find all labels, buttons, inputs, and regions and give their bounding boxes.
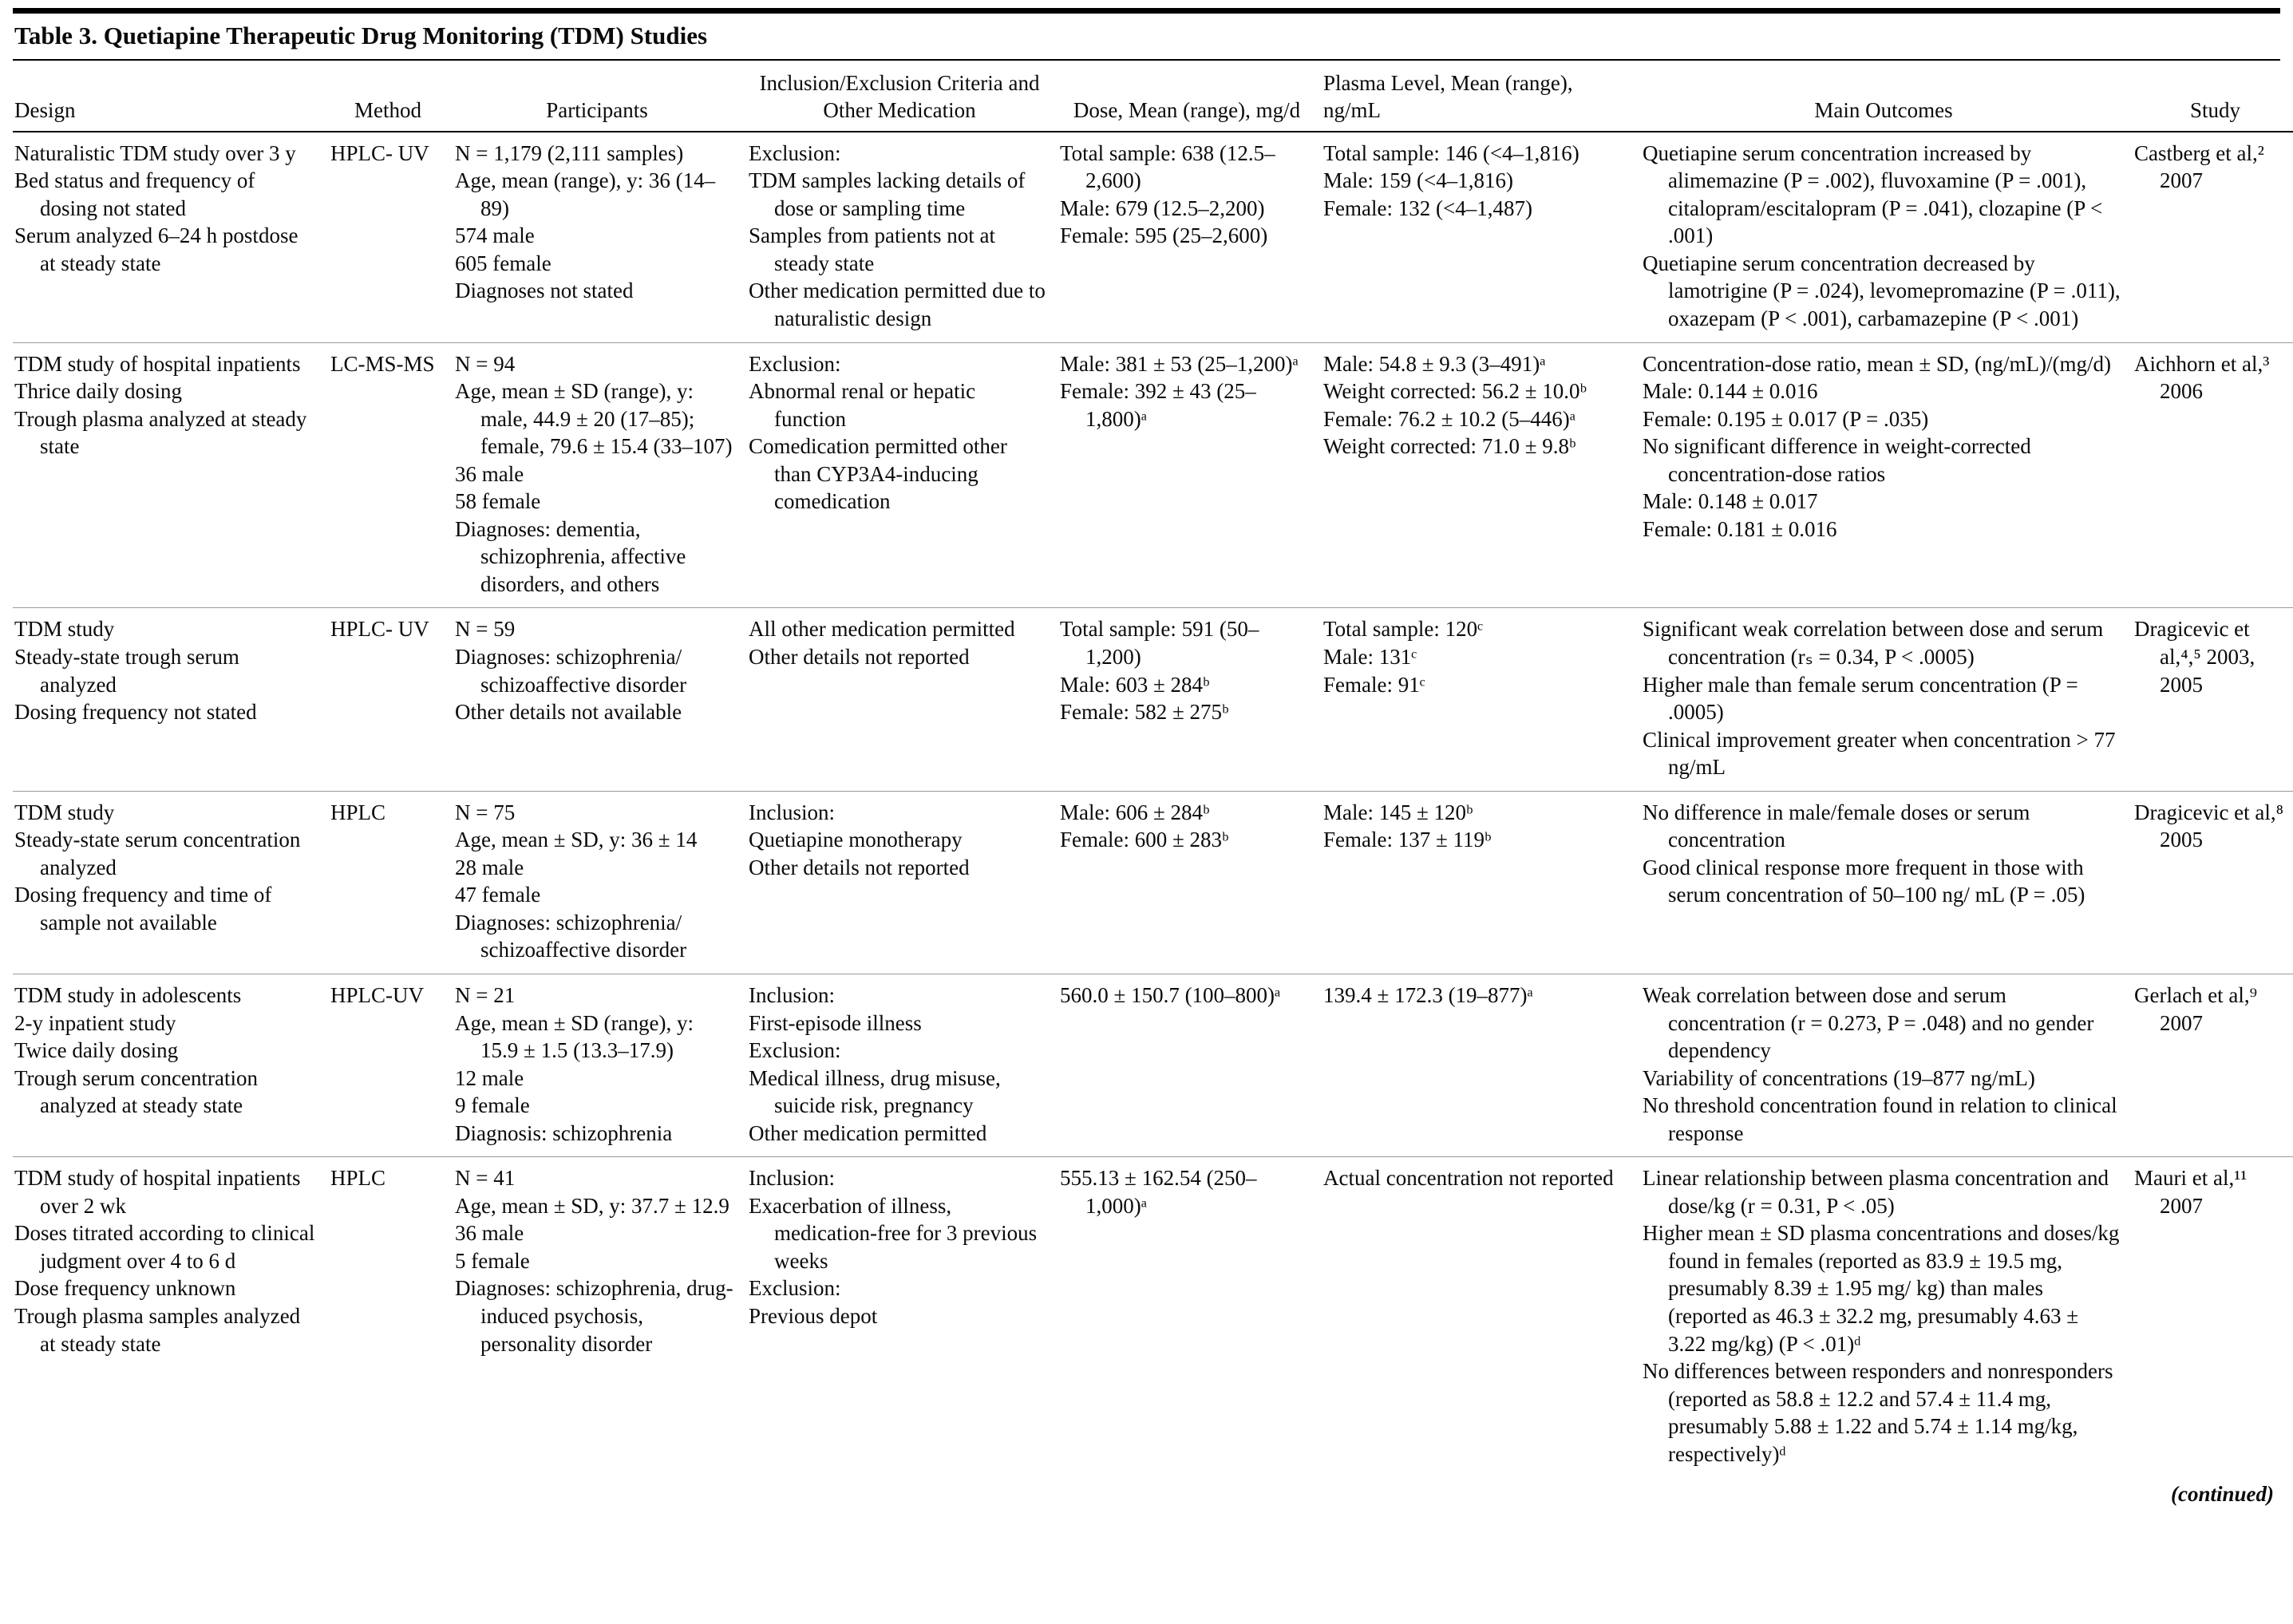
- cell-line: Steady-state trough serum analyzed: [14, 644, 239, 697]
- cell-line: Clinical improvement greater when concentration > 77 ng/mL: [1643, 727, 2116, 780]
- cell-line: 58 female: [455, 489, 541, 514]
- cell-line: Higher mean ± SD plasma concentrations and doses/kg found in females (reported as 83.9 ± 19.5 mg, presumably 8.39 ± 1.95 mg/ kg) than males (reported as 46.3 ± 32.2 mg, presumably 4.63 ± 3.22 mg/kg) (P < .01)ᵈ: [1643, 1221, 2120, 1356]
- cell-line: Gerlach et al,⁹ 2007: [2134, 983, 2258, 1035]
- cell-line: Female: 600 ± 283ᵇ: [1060, 828, 1229, 852]
- cell-outcomes: [1643, 1157, 2134, 1478]
- cell-line: Total sample: 591 (50–1,200): [1060, 617, 1259, 669]
- column-header-outcomes: Main Outcomes: [1643, 61, 2134, 132]
- cell-outcomes: [1643, 791, 2134, 974]
- cell-line: No significant difference in weight-corrected concentration-dose ratios: [1643, 434, 2031, 486]
- cell-line: TDM study: [14, 617, 115, 642]
- cell-line: Male: 54.8 ± 9.3 (3–491)ᵃ: [1323, 351, 1546, 376]
- cell-line: 47 female: [455, 883, 541, 907]
- cell-line: Diagnoses: dementia, schizophrenia, affective disorders, and others: [455, 516, 686, 596]
- cell-line: Male: 145 ± 120ᵇ: [1323, 800, 1473, 824]
- table-title: Table 3. Quetiapine Therapeutic Drug Monitoring (TDM) Studies: [13, 8, 2280, 61]
- table-row: [13, 791, 2293, 974]
- cell-line: Previous depot: [749, 1304, 878, 1329]
- cell-line: N = 59: [455, 617, 516, 642]
- tdm-table: [13, 61, 2293, 1477]
- cell-criteria: [749, 342, 1060, 608]
- cell-line: Male: 159 (<4–1,816): [1323, 168, 1513, 193]
- cell-study: [2134, 1157, 2293, 1478]
- cell-line: 574 male: [455, 223, 535, 248]
- cell-participants: [455, 132, 749, 342]
- cell-method: [330, 608, 455, 791]
- cell-line: 5 female: [455, 1248, 530, 1273]
- cell-dose: [1060, 1157, 1323, 1478]
- cell-plasma: [1323, 342, 1643, 608]
- cell-study: [2134, 608, 2293, 791]
- cell-line: Dragicevic et al,⁸ 2005: [2134, 800, 2284, 852]
- cell-line: Total sample: 120ᶜ: [1323, 617, 1483, 642]
- cell-design: [13, 791, 330, 974]
- cell-dose: [1060, 608, 1323, 791]
- cell-line: Exacerbation of illness, medication-free for 3 previous weeks: [749, 1193, 1038, 1273]
- cell-line: 605 female: [455, 251, 552, 275]
- cell-method: [330, 791, 455, 974]
- cell-line: Trough plasma samples analyzed at steady state: [14, 1304, 301, 1356]
- cell-line: Dosing frequency not stated: [14, 700, 257, 725]
- cell-line: Other medication permitted: [749, 1120, 987, 1145]
- table-row: [13, 974, 2293, 1157]
- column-header-method: Method: [330, 61, 455, 132]
- cell-line: 12 male: [455, 1065, 524, 1090]
- cell-line: 555.13 ± 162.54 (250–1,000)ᵃ: [1060, 1166, 1257, 1218]
- cell-participants: [455, 1157, 749, 1478]
- cell-dose: [1060, 791, 1323, 974]
- column-header-design: Design: [13, 61, 330, 132]
- cell-line: Weak correlation between dose and serum concentration (r = 0.273, P = .048) and no gender dependency: [1643, 983, 2094, 1063]
- cell-participants: [455, 791, 749, 974]
- cell-line: HPLC-UV: [330, 983, 425, 1007]
- cell-line: N = 94: [455, 351, 516, 376]
- cell-line: TDM study of hospital inpatients over 2 wk: [14, 1166, 301, 1218]
- cell-method: [330, 1157, 455, 1478]
- cell-line: Male: 0.148 ± 0.017: [1643, 489, 1818, 514]
- cell-line: Male: 381 ± 53 (25–1,200)ᵃ: [1060, 351, 1299, 376]
- cell-line: N = 21: [455, 983, 516, 1007]
- cell-plasma: [1323, 608, 1643, 791]
- cell-criteria: [749, 1157, 1060, 1478]
- cell-outcomes: [1643, 974, 2134, 1157]
- column-header-plasma: Plasma Level, Mean (range), ng/mL: [1323, 61, 1643, 132]
- cell-line: Other details not reported: [749, 644, 970, 669]
- cell-line: Aichhorn et al,³ 2006: [2134, 351, 2270, 404]
- cell-line: 36 male: [455, 1221, 524, 1246]
- cell-line: Female: 76.2 ± 10.2 (5–446)ᵃ: [1323, 406, 1576, 431]
- cell-line: Age, mean ± SD (range), y: 15.9 ± 1.5 (13.3–17.9): [455, 1010, 694, 1063]
- cell-line: Comedication permitted other than CYP3A4-inducing comedication: [749, 434, 1007, 514]
- cell-line: Female: 595 (25–2,600): [1060, 223, 1268, 248]
- cell-line: TDM study: [14, 800, 115, 824]
- cell-line: Female: 582 ± 275ᵇ: [1060, 700, 1229, 725]
- table-row: [13, 342, 2293, 608]
- cell-line: Diagnoses: schizophrenia, drug-induced psychosis, personality disorder: [455, 1276, 733, 1356]
- cell-method: [330, 974, 455, 1157]
- cell-line: HPLC- UV: [330, 140, 429, 165]
- cell-line: Male: 606 ± 284ᵇ: [1060, 800, 1210, 824]
- cell-plasma: [1323, 1157, 1643, 1478]
- cell-line: 2-y inpatient study: [14, 1010, 176, 1035]
- cell-line: Total sample: 146 (<4–1,816): [1323, 140, 1579, 165]
- cell-line: Samples from patients not at steady state: [749, 223, 995, 275]
- cell-line: Mauri et al,¹¹ 2007: [2134, 1166, 2248, 1218]
- cell-line: Significant weak correlation between dose and serum concentration (rₛ = 0.34, P < .0005): [1643, 617, 2104, 669]
- cell-outcomes: [1643, 132, 2134, 342]
- cell-line: 9 female: [455, 1093, 530, 1118]
- column-header-criteria: Inclusion/Exclusion Criteria and Other Medication: [749, 61, 1060, 132]
- cell-design: [13, 608, 330, 791]
- cell-line: HPLC: [330, 800, 386, 824]
- cell-line: TDM study in adolescents: [14, 983, 242, 1007]
- cell-outcomes: [1643, 608, 2134, 791]
- cell-line: Dosing frequency and time of sample not available: [14, 883, 272, 934]
- cell-line: Quetiapine monotherapy: [749, 828, 963, 852]
- header-row: [13, 61, 2293, 132]
- cell-line: Female: 132 (<4–1,487): [1323, 196, 1532, 220]
- cell-line: Higher male than female serum concentration (P = .0005): [1643, 672, 2078, 725]
- cell-design: [13, 1157, 330, 1478]
- column-header-participants: Participants: [455, 61, 749, 132]
- cell-line: Concentration-dose ratio, mean ± SD, (ng/mL)/(mg/d): [1643, 351, 2111, 376]
- cell-line: Thrice daily dosing: [14, 379, 182, 404]
- cell-line: Other details not available: [455, 700, 682, 725]
- cell-line: Trough serum concentration analyzed at steady state: [14, 1065, 258, 1118]
- column-header-dose: Dose, Mean (range), mg/d: [1060, 61, 1323, 132]
- cell-line: Male: 679 (12.5–2,200): [1060, 196, 1265, 220]
- cell-plasma: [1323, 974, 1643, 1157]
- cell-line: All other medication permitted: [749, 617, 1015, 642]
- cell-line: Female: 91ᶜ: [1323, 672, 1425, 697]
- cell-line: Weight corrected: 71.0 ± 9.8ᵇ: [1323, 434, 1576, 459]
- cell-study: [2134, 132, 2293, 342]
- cell-criteria: [749, 974, 1060, 1157]
- cell-line: Male: 131ᶜ: [1323, 644, 1417, 669]
- cell-line: 36 male: [455, 461, 524, 486]
- cell-line: Age, mean ± SD (range), y: male, 44.9 ± 20 (17–85); female, 79.6 ± 15.4 (33–107): [455, 379, 733, 459]
- table-body: [13, 132, 2293, 1478]
- cell-line: Linear relationship between plasma concentration and dose/kg (r = 0.31, P < .05): [1643, 1166, 2109, 1218]
- cell-participants: [455, 974, 749, 1157]
- cell-line: Good clinical response more frequent in those with serum concentration of 50–100 ng/ mL (P = .05): [1643, 855, 2085, 907]
- cell-criteria: [749, 791, 1060, 974]
- cell-line: Actual concentration not reported: [1323, 1166, 1614, 1191]
- cell-method: [330, 132, 455, 342]
- cell-line: Other details not reported: [749, 855, 970, 879]
- cell-line: Female: 392 ± 43 (25–1,800)ᵃ: [1060, 379, 1256, 431]
- cell-line: Castberg et al,² 2007: [2134, 140, 2264, 193]
- cell-study: [2134, 791, 2293, 974]
- column-header-study: Study: [2134, 61, 2293, 132]
- cell-dose: [1060, 342, 1323, 608]
- cell-line: No difference in male/female doses or serum concentration: [1643, 800, 2030, 852]
- cell-line: Variability of concentrations (19–877 ng/mL): [1643, 1065, 2035, 1090]
- cell-line: Diagnosis: schizophrenia: [455, 1120, 673, 1145]
- table-row: [13, 132, 2293, 342]
- cell-line: 560.0 ± 150.7 (100–800)ᵃ: [1060, 983, 1281, 1007]
- cell-line: Exclusion:: [749, 351, 841, 376]
- cell-line: No differences between responders and nonresponders (reported as 58.8 ± 12.2 and 57.4 ± 11.4 mg, presumably 5.88 ± 1.22 and 5.74 ± 1.14 mg/kg, respectively)ᵈ: [1643, 1359, 2113, 1466]
- cell-line: HPLC: [330, 1166, 386, 1191]
- cell-line: N = 41: [455, 1166, 516, 1191]
- cell-line: Medical illness, drug misuse, suicide risk, pregnancy: [749, 1065, 1001, 1118]
- cell-line: No threshold concentration found in relation to clinical response: [1643, 1093, 2117, 1145]
- table-row: [13, 608, 2293, 791]
- cell-study: [2134, 342, 2293, 608]
- cell-line: Weight corrected: 56.2 ± 10.0ᵇ: [1323, 379, 1587, 404]
- cell-line: Diagnoses: schizophrenia/ schizoaffective disorder: [455, 910, 687, 962]
- cell-line: TDM samples lacking details of dose or sampling time: [749, 168, 1026, 220]
- cell-line: Diagnoses: schizophrenia/ schizoaffective disorder: [455, 644, 687, 697]
- cell-line: Quetiapine serum concentration decreased by lamotrigine (P = .024), levomepromazine (P = .011), oxazepam (P < .001), carbamazepine (P < .001): [1643, 251, 2121, 330]
- cell-dose: [1060, 132, 1323, 342]
- cell-line: Inclusion:: [749, 1166, 835, 1191]
- cell-participants: [455, 608, 749, 791]
- cell-line: Female: 137 ± 119ᵇ: [1323, 828, 1492, 852]
- cell-plasma: [1323, 791, 1643, 974]
- cell-line: Age, mean ± SD, y: 37.7 ± 12.9: [455, 1193, 729, 1218]
- cell-dose: [1060, 974, 1323, 1157]
- cell-line: Male: 0.144 ± 0.016: [1643, 379, 1818, 404]
- cell-line: Abnormal renal or hepatic function: [749, 379, 976, 431]
- cell-line: Dose frequency unknown: [14, 1276, 236, 1301]
- cell-line: Inclusion:: [749, 800, 835, 824]
- cell-criteria: [749, 132, 1060, 342]
- cell-design: [13, 132, 330, 342]
- cell-line: Serum analyzed 6–24 h postdose at steady state: [14, 223, 298, 275]
- cell-line: 139.4 ± 172.3 (19–877)ᵃ: [1323, 983, 1533, 1007]
- cell-line: Exclusion:: [749, 1276, 841, 1301]
- continued-note: (continued): [2170, 1482, 2274, 1507]
- cell-line: Total sample: 638 (12.5–2,600): [1060, 140, 1275, 193]
- cell-design: [13, 342, 330, 608]
- table-head: [13, 61, 2293, 132]
- cell-line: Female: 0.195 ± 0.017 (P = .035): [1643, 406, 1929, 431]
- cell-line: Age, mean (range), y: 36 (14–89): [455, 168, 716, 220]
- cell-line: LC-MS-MS: [330, 351, 435, 376]
- cell-line: Male: 603 ± 284ᵇ: [1060, 672, 1210, 697]
- cell-line: Inclusion:: [749, 983, 835, 1007]
- cell-method: [330, 342, 455, 608]
- cell-line: Twice daily dosing: [14, 1038, 179, 1063]
- cell-line: TDM study of hospital inpatients: [14, 351, 301, 376]
- cell-line: Trough plasma analyzed at steady state: [14, 406, 307, 459]
- cell-line: N = 1,179 (2,111 samples): [455, 140, 684, 165]
- cell-line: 28 male: [455, 855, 524, 879]
- cell-line: Bed status and frequency of dosing not stated: [14, 168, 255, 220]
- cell-criteria: [749, 608, 1060, 791]
- cell-line: Quetiapine serum concentration increased by alimemazine (P = .002), fluvoxamine (P = .001), citalopram/escitalopram (P = .041), clozapine (P < .001): [1643, 140, 2103, 248]
- cell-line: Dragicevic et al,⁴,⁵ 2003, 2005: [2134, 617, 2255, 697]
- cell-line: N = 75: [455, 800, 516, 824]
- cell-line: Diagnoses not stated: [455, 279, 634, 303]
- cell-participants: [455, 342, 749, 608]
- table-row: [13, 1157, 2293, 1478]
- cell-line: Exclusion:: [749, 140, 841, 165]
- cell-line: First-episode illness: [749, 1010, 922, 1035]
- cell-line: Exclusion:: [749, 1038, 841, 1063]
- cell-line: Naturalistic TDM study over 3 y: [14, 140, 296, 165]
- cell-design: [13, 974, 330, 1157]
- cell-plasma: [1323, 132, 1643, 342]
- cell-line: Female: 0.181 ± 0.016: [1643, 516, 1837, 541]
- cell-study: [2134, 974, 2293, 1157]
- cell-line: HPLC- UV: [330, 617, 429, 642]
- cell-line: Other medication permitted due to naturalistic design: [749, 279, 1046, 330]
- cell-line: Doses titrated according to clinical judgment over 4 to 6 d: [14, 1221, 315, 1273]
- cell-line: Age, mean ± SD, y: 36 ± 14: [455, 828, 698, 852]
- cell-outcomes: [1643, 342, 2134, 608]
- cell-line: Steady-state serum concentration analyzed: [14, 828, 301, 879]
